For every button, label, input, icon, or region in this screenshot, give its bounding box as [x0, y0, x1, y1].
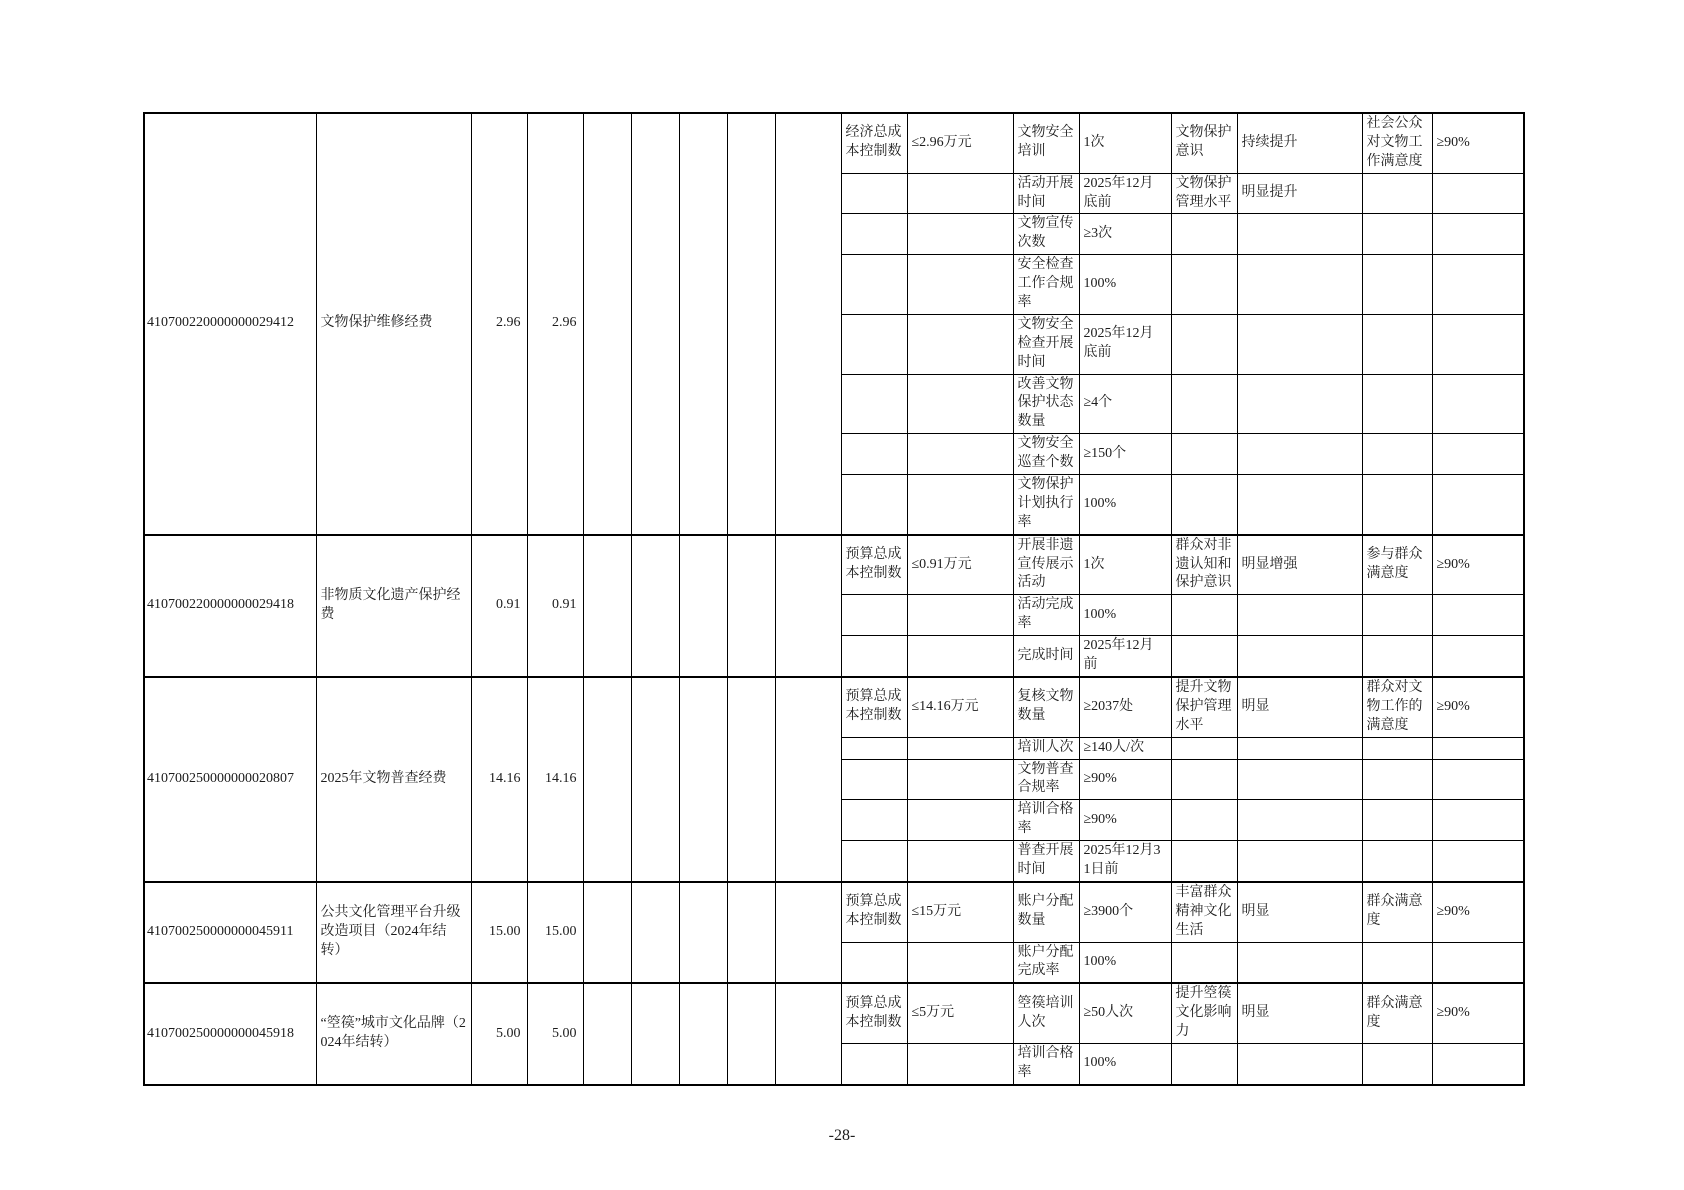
empty-cell	[583, 677, 631, 882]
cost-indicator-name-cell: 预算总成本控制数	[841, 882, 907, 942]
table-body	[144, 113, 1524, 1085]
satisfaction-indicator-name-cell	[1362, 800, 1432, 841]
cost-indicator-value-cell	[907, 636, 1013, 677]
effect-indicator-value-cell	[1237, 759, 1362, 800]
satisfaction-indicator-name-cell	[1362, 737, 1432, 759]
effect-indicator-value-cell	[1237, 800, 1362, 841]
effect-indicator-name-cell	[1171, 595, 1237, 636]
satisfaction-indicator-value-cell	[1432, 636, 1524, 677]
output-indicator-value-cell: 1次	[1079, 535, 1171, 595]
effect-indicator-value-cell	[1237, 255, 1362, 315]
output-indicator-value-cell: 100%	[1079, 595, 1171, 636]
output-indicator-value-cell: ≥140人/次	[1079, 737, 1171, 759]
empty-cell	[727, 535, 775, 677]
output-indicator-value-cell: ≥50人次	[1079, 983, 1171, 1043]
effect-indicator-name-cell	[1171, 475, 1237, 535]
empty-cell	[775, 113, 841, 535]
effect-indicator-value-cell	[1237, 595, 1362, 636]
output-indicator-value-cell: 2025年12月前	[1079, 636, 1171, 677]
effect-indicator-value-cell	[1237, 434, 1362, 475]
empty-cell	[775, 983, 841, 1084]
cost-indicator-value-cell: ≤0.91万元	[907, 535, 1013, 595]
project-code-cell: 410700250000000045918	[144, 983, 316, 1084]
effect-indicator-value-cell: 持续提升	[1237, 113, 1362, 173]
satisfaction-indicator-value-cell: ≥90%	[1432, 983, 1524, 1043]
output-indicator-name-cell: 培训合格率	[1013, 800, 1079, 841]
effect-indicator-value-cell	[1237, 374, 1362, 434]
cost-indicator-name-cell: 预算总成本控制数	[841, 677, 907, 737]
project-code-cell: 410700250000000045911	[144, 882, 316, 983]
output-indicator-name-cell: 文物安全培训	[1013, 113, 1079, 173]
effect-indicator-value-cell: 明显增强	[1237, 535, 1362, 595]
budget-amount-cell: 2.96	[471, 113, 527, 535]
output-indicator-value-cell: ≥4个	[1079, 374, 1171, 434]
effect-indicator-name-cell	[1171, 374, 1237, 434]
effect-indicator-value-cell: 明显	[1237, 983, 1362, 1043]
empty-cell	[631, 113, 679, 535]
cost-indicator-name-cell	[841, 314, 907, 374]
cost-indicator-value-cell: ≤15万元	[907, 882, 1013, 942]
effect-indicator-name-cell	[1171, 636, 1237, 677]
satisfaction-indicator-name-cell	[1362, 841, 1432, 882]
cost-indicator-value-cell	[907, 173, 1013, 214]
cost-indicator-name-cell	[841, 374, 907, 434]
satisfaction-indicator-name-cell: 社会公众对文物工作满意度	[1362, 113, 1432, 173]
effect-indicator-name-cell	[1171, 942, 1237, 983]
satisfaction-indicator-value-cell: ≥90%	[1432, 882, 1524, 942]
output-indicator-value-cell: 2025年12月31日前	[1079, 841, 1171, 882]
output-indicator-name-cell: 箜篌培训人次	[1013, 983, 1079, 1043]
output-indicator-value-cell: 1次	[1079, 113, 1171, 173]
cost-indicator-value-cell	[907, 475, 1013, 535]
carryover-amount-cell: 0.91	[527, 535, 583, 677]
effect-indicator-name-cell	[1171, 1043, 1237, 1084]
satisfaction-indicator-name-cell	[1362, 759, 1432, 800]
satisfaction-indicator-name-cell: 参与群众满意度	[1362, 535, 1432, 595]
output-indicator-name-cell: 文物普查合规率	[1013, 759, 1079, 800]
satisfaction-indicator-name-cell	[1362, 173, 1432, 214]
empty-cell	[775, 882, 841, 983]
effect-indicator-value-cell: 明显提升	[1237, 173, 1362, 214]
output-indicator-name-cell: 普查开展时间	[1013, 841, 1079, 882]
project-code-cell: 410700250000000020807	[144, 677, 316, 882]
output-indicator-name-cell: 培训合格率	[1013, 1043, 1079, 1084]
satisfaction-indicator-name-cell	[1362, 636, 1432, 677]
satisfaction-indicator-value-cell	[1432, 255, 1524, 315]
table-row	[144, 535, 1524, 595]
cost-indicator-name-cell	[841, 737, 907, 759]
output-indicator-name-cell: 账户分配数量	[1013, 882, 1079, 942]
output-indicator-value-cell: ≥90%	[1079, 759, 1171, 800]
output-indicator-value-cell: 2025年12月底前	[1079, 173, 1171, 214]
effect-indicator-name-cell: 文物保护意识	[1171, 113, 1237, 173]
empty-cell	[679, 113, 727, 535]
table-row	[144, 882, 1524, 942]
satisfaction-indicator-value-cell	[1432, 214, 1524, 255]
cost-indicator-name-cell	[841, 759, 907, 800]
project-name-cell: 2025年文物普查经费	[316, 677, 471, 882]
output-indicator-name-cell: 文物保护计划执行率	[1013, 475, 1079, 535]
cost-indicator-name-cell: 预算总成本控制数	[841, 983, 907, 1043]
project-code-cell: 410700220000000029412	[144, 113, 316, 535]
effect-indicator-name-cell: 提升文物保护管理水平	[1171, 677, 1237, 737]
effect-indicator-name-cell	[1171, 759, 1237, 800]
carryover-amount-cell: 2.96	[527, 113, 583, 535]
project-name-cell: 公共文化管理平台升级改造项目（2024年结转）	[316, 882, 471, 983]
satisfaction-indicator-name-cell: 群众对文物工作的满意度	[1362, 677, 1432, 737]
cost-indicator-value-cell	[907, 942, 1013, 983]
empty-cell	[583, 535, 631, 677]
output-indicator-name-cell: 培训人次	[1013, 737, 1079, 759]
satisfaction-indicator-value-cell	[1432, 1043, 1524, 1084]
cost-indicator-value-cell	[907, 759, 1013, 800]
satisfaction-indicator-value-cell	[1432, 173, 1524, 214]
output-indicator-value-cell: ≥90%	[1079, 800, 1171, 841]
effect-indicator-value-cell	[1237, 737, 1362, 759]
cost-indicator-value-cell	[907, 214, 1013, 255]
effect-indicator-name-cell	[1171, 800, 1237, 841]
output-indicator-value-cell: 2025年12月底前	[1079, 314, 1171, 374]
budget-amount-cell: 14.16	[471, 677, 527, 882]
satisfaction-indicator-value-cell	[1432, 841, 1524, 882]
satisfaction-indicator-name-cell	[1362, 475, 1432, 535]
satisfaction-indicator-name-cell	[1362, 255, 1432, 315]
cost-indicator-name-cell	[841, 475, 907, 535]
cost-indicator-value-cell	[907, 841, 1013, 882]
effect-indicator-name-cell	[1171, 314, 1237, 374]
output-indicator-name-cell: 复核文物数量	[1013, 677, 1079, 737]
effect-indicator-value-cell	[1237, 942, 1362, 983]
effect-indicator-value-cell	[1237, 314, 1362, 374]
cost-indicator-value-cell	[907, 737, 1013, 759]
output-indicator-value-cell: 100%	[1079, 255, 1171, 315]
satisfaction-indicator-name-cell	[1362, 595, 1432, 636]
satisfaction-indicator-value-cell	[1432, 800, 1524, 841]
empty-cell	[727, 113, 775, 535]
cost-indicator-value-cell	[907, 800, 1013, 841]
page-number: -28-	[828, 1127, 856, 1144]
output-indicator-value-cell: 100%	[1079, 942, 1171, 983]
empty-cell	[631, 677, 679, 882]
empty-cell	[679, 535, 727, 677]
table-row	[144, 677, 1524, 737]
satisfaction-indicator-name-cell: 群众满意度	[1362, 983, 1432, 1043]
budget-amount-cell: 5.00	[471, 983, 527, 1084]
cost-indicator-name-cell	[841, 214, 907, 255]
satisfaction-indicator-value-cell: ≥90%	[1432, 113, 1524, 173]
budget-performance-table	[143, 112, 1525, 1086]
cost-indicator-name-cell: 经济总成本控制数	[841, 113, 907, 173]
empty-cell	[679, 882, 727, 983]
carryover-amount-cell: 15.00	[527, 882, 583, 983]
empty-cell	[583, 983, 631, 1084]
satisfaction-indicator-value-cell	[1432, 942, 1524, 983]
effect-indicator-name-cell	[1171, 434, 1237, 475]
effect-indicator-value-cell	[1237, 475, 1362, 535]
effect-indicator-name-cell: 提升箜篌文化影响力	[1171, 983, 1237, 1043]
effect-indicator-name-cell: 群众对非遗认知和保护意识	[1171, 535, 1237, 595]
effect-indicator-value-cell	[1237, 1043, 1362, 1084]
project-name-cell: 文物保护维修经费	[316, 113, 471, 535]
effect-indicator-value-cell	[1237, 636, 1362, 677]
carryover-amount-cell: 14.16	[527, 677, 583, 882]
table-row	[144, 983, 1524, 1043]
cost-indicator-name-cell: 预算总成本控制数	[841, 535, 907, 595]
cost-indicator-name-cell	[841, 800, 907, 841]
satisfaction-indicator-value-cell	[1432, 314, 1524, 374]
cost-indicator-value-cell	[907, 595, 1013, 636]
empty-cell	[631, 535, 679, 677]
output-indicator-name-cell: 文物安全检查开展时间	[1013, 314, 1079, 374]
cost-indicator-value-cell: ≤2.96万元	[907, 113, 1013, 173]
output-indicator-value-cell: 100%	[1079, 1043, 1171, 1084]
output-indicator-value-cell: ≥2037处	[1079, 677, 1171, 737]
output-indicator-value-cell: ≥150个	[1079, 434, 1171, 475]
output-indicator-name-cell: 文物安全巡查个数	[1013, 434, 1079, 475]
empty-cell	[727, 677, 775, 882]
satisfaction-indicator-name-cell	[1362, 314, 1432, 374]
effect-indicator-value-cell: 明显	[1237, 677, 1362, 737]
budget-amount-cell: 15.00	[471, 882, 527, 983]
satisfaction-indicator-value-cell	[1432, 475, 1524, 535]
effect-indicator-name-cell	[1171, 841, 1237, 882]
cost-indicator-name-cell	[841, 942, 907, 983]
output-indicator-name-cell: 改善文物保护状态数量	[1013, 374, 1079, 434]
effect-indicator-value-cell	[1237, 841, 1362, 882]
satisfaction-indicator-value-cell	[1432, 737, 1524, 759]
cost-indicator-name-cell	[841, 841, 907, 882]
project-name-cell: “箜篌”城市文化品牌（2024年结转）	[316, 983, 471, 1084]
empty-cell	[583, 882, 631, 983]
cost-indicator-name-cell	[841, 255, 907, 315]
satisfaction-indicator-value-cell: ≥90%	[1432, 535, 1524, 595]
output-indicator-name-cell: 文物宣传次数	[1013, 214, 1079, 255]
satisfaction-indicator-name-cell	[1362, 942, 1432, 983]
cost-indicator-value-cell	[907, 434, 1013, 475]
output-indicator-value-cell: 100%	[1079, 475, 1171, 535]
effect-indicator-value-cell	[1237, 214, 1362, 255]
carryover-amount-cell: 5.00	[527, 983, 583, 1084]
empty-cell	[775, 677, 841, 882]
effect-indicator-name-cell	[1171, 255, 1237, 315]
output-indicator-name-cell: 活动完成率	[1013, 595, 1079, 636]
effect-indicator-value-cell: 明显	[1237, 882, 1362, 942]
cost-indicator-name-cell	[841, 595, 907, 636]
cost-indicator-value-cell: ≤14.16万元	[907, 677, 1013, 737]
cost-indicator-name-cell	[841, 434, 907, 475]
satisfaction-indicator-value-cell: ≥90%	[1432, 677, 1524, 737]
effect-indicator-name-cell: 丰富群众精神文化生活	[1171, 882, 1237, 942]
cost-indicator-value-cell	[907, 374, 1013, 434]
effect-indicator-name-cell	[1171, 737, 1237, 759]
empty-cell	[679, 677, 727, 882]
cost-indicator-value-cell: ≤5万元	[907, 983, 1013, 1043]
project-name-cell: 非物质文化遗产保护经费	[316, 535, 471, 677]
output-indicator-name-cell: 开展非遗宣传展示活动	[1013, 535, 1079, 595]
satisfaction-indicator-name-cell	[1362, 434, 1432, 475]
table-row	[144, 113, 1524, 173]
cost-indicator-value-cell	[907, 255, 1013, 315]
cost-indicator-name-cell	[841, 1043, 907, 1084]
satisfaction-indicator-name-cell	[1362, 374, 1432, 434]
cost-indicator-name-cell	[841, 636, 907, 677]
output-indicator-value-cell: ≥3次	[1079, 214, 1171, 255]
empty-cell	[631, 983, 679, 1084]
effect-indicator-name-cell	[1171, 214, 1237, 255]
cost-indicator-value-cell	[907, 314, 1013, 374]
empty-cell	[631, 882, 679, 983]
output-indicator-value-cell: ≥3900个	[1079, 882, 1171, 942]
satisfaction-indicator-name-cell	[1362, 1043, 1432, 1084]
empty-cell	[679, 983, 727, 1084]
satisfaction-indicator-name-cell: 群众满意度	[1362, 882, 1432, 942]
satisfaction-indicator-value-cell	[1432, 759, 1524, 800]
budget-amount-cell: 0.91	[471, 535, 527, 677]
effect-indicator-name-cell: 文物保护管理水平	[1171, 173, 1237, 214]
cost-indicator-name-cell	[841, 173, 907, 214]
output-indicator-name-cell: 安全检查工作合规率	[1013, 255, 1079, 315]
output-indicator-name-cell: 完成时间	[1013, 636, 1079, 677]
empty-cell	[727, 983, 775, 1084]
empty-cell	[727, 882, 775, 983]
satisfaction-indicator-value-cell	[1432, 434, 1524, 475]
cost-indicator-value-cell	[907, 1043, 1013, 1084]
project-code-cell: 410700220000000029418	[144, 535, 316, 677]
satisfaction-indicator-name-cell	[1362, 214, 1432, 255]
output-indicator-name-cell: 活动开展时间	[1013, 173, 1079, 214]
empty-cell	[775, 535, 841, 677]
satisfaction-indicator-value-cell	[1432, 374, 1524, 434]
satisfaction-indicator-value-cell	[1432, 595, 1524, 636]
output-indicator-name-cell: 账户分配完成率	[1013, 942, 1079, 983]
empty-cell	[583, 113, 631, 535]
